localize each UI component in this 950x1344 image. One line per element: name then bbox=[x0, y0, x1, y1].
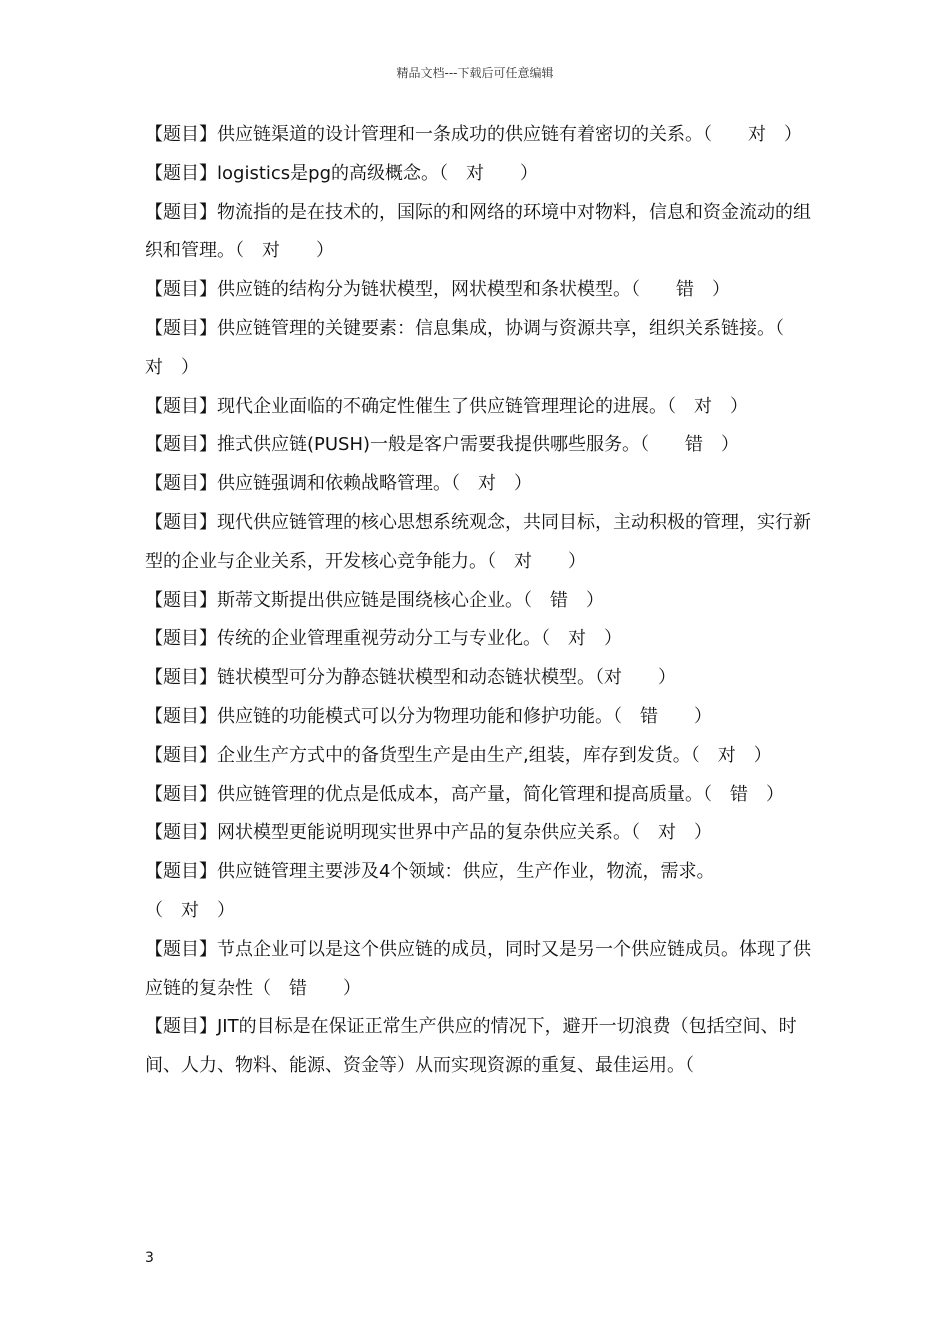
question-item: 【题目】供应链管理的关键要素：信息集成，协调与资源共享，组织关系链接。（ 对 ） bbox=[145, 317, 802, 378]
question-item: 【题目】JIT的目标是在保证正常生产供应的情况下，避开一切浪费（包括空间、时间、人力、物料、能源、资金等）从而实现资源的重复、最佳运用。（ bbox=[145, 1016, 797, 1077]
question-item: 【题目】传统的企业管理重视劳动分工与专业化。（ 对 ） bbox=[145, 628, 622, 650]
document-body bbox=[145, 116, 825, 1086]
question-item: 【题目】推式供应链(PUSH)一般是客户需要我提供哪些服务。（ 错 ） bbox=[145, 434, 740, 456]
question-item: 【题目】供应链管理主要涉及4个领域：供应，生产作业，物流，需求。 （ 对 ） bbox=[145, 861, 715, 921]
question-item: 【题目】供应链渠道的设计管理和一条成功的供应链有着密切的关系。（ 对 ） bbox=[145, 124, 802, 145]
question-item: 【题目】节点企业可以是这个供应链的成员，同时又是另一个供应链成员。体现了供应链的复杂性（ 错 ） bbox=[145, 938, 811, 999]
page-number: 3 bbox=[145, 1250, 154, 1266]
page-header: 精品文档---下载后可任意编辑 bbox=[396, 66, 554, 80]
question-item: 【题目】logistics是pg的高级概念。（ 对 ） bbox=[145, 162, 539, 184]
question-item: 【题目】企业生产方式中的备货型生产是由生产,组装，库存到发货。（ 对 ） bbox=[145, 744, 772, 766]
question-item: 【题目】斯蒂文斯提出供应链是围绕核心企业。（ 错 ） bbox=[145, 589, 604, 611]
question-item: 【题目】物流指的是在技术的，国际的和网络的环境中对物料，信息和资金流动的组织和管理。（ 对 ） bbox=[145, 201, 811, 262]
question-item: 【题目】现代企业面临的不确定性催生了供应链管理理论的进展。（ 对 ） bbox=[145, 395, 748, 417]
question-item: 【题目】供应链管理的优点是低成本，高产量，简化管理和提高质量。（ 错 ） bbox=[145, 783, 784, 805]
question-item: 【题目】网状模型更能说明现实世界中产品的复杂供应关系。（ 对 ） bbox=[145, 822, 712, 844]
question-item: 【题目】供应链的结构分为链状模型，网状模型和条状模型。（ 错 ） bbox=[145, 279, 730, 301]
question-item: 【题目】链状模型可分为静态链状模型和动态链状模型。（对 ） bbox=[145, 667, 676, 689]
question-item: 【题目】供应链强调和依赖战略管理。（ 对 ） bbox=[145, 473, 532, 495]
question-item: 【题目】供应链的功能模式可以分为物理功能和修护功能。（ 错 ） bbox=[145, 705, 712, 727]
question-item: 【题目】现代供应链管理的核心思想系统观念，共同目标，主动积极的管理，实行新型的企业与企业关系，开发核心竞争能力。（ 对 ） bbox=[145, 511, 811, 572]
